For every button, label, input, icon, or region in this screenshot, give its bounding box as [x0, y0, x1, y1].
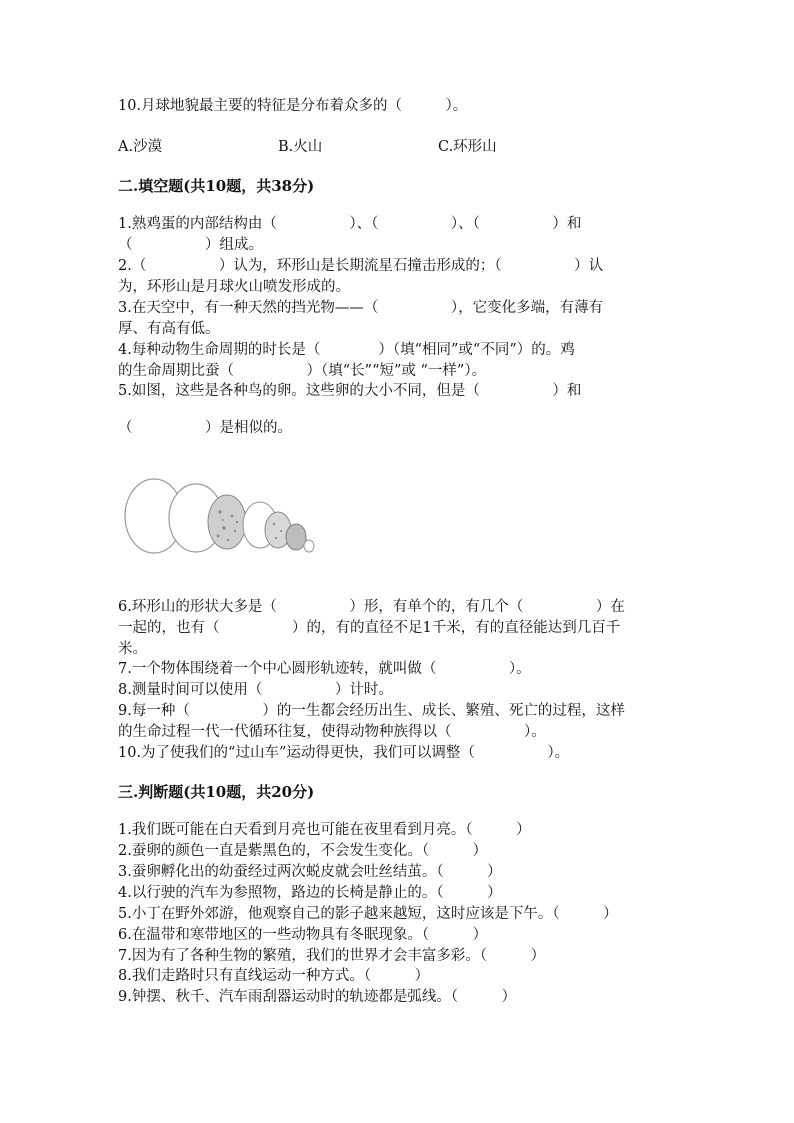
judge-line: 6.在温带和寒带地区的一些动物具有冬眠现象。（ ） — [118, 927, 488, 943]
fill-line: 6.环形山的形状大多是（ ）形，有单个的，有几个（ ）在 — [118, 599, 625, 615]
fill-line: 9.每一种（ ）的一生都会经历出生、成长、繁殖、死亡的过程，这样 — [118, 703, 625, 719]
fill-line: 2.（ ）认为，环形山是长期流星石撞击形成的；（ ）认 — [118, 258, 604, 274]
fill-line: 4.每种动物生命周期的时长是（ ）（填“相同”或“不同”）的。鸡 — [118, 342, 575, 358]
bird-eggs-figure — [124, 476, 324, 558]
egg-6 — [286, 524, 306, 550]
option-b: B.火山 — [278, 139, 323, 155]
egg-3 — [208, 495, 246, 549]
judge-line: 1.我们既可能在白天看到月亮也可能在夜里看到月亮。（ ） — [118, 822, 531, 838]
option-c: C.环形山 — [438, 139, 497, 155]
fill-line: 7.一个物体围绕着一个中心圆形轨迹转，就叫做（ ）。 — [118, 661, 531, 677]
fill-line: 5.如图，这些是各种鸟的卵。这些卵的大小不同，但是（ ）和 — [118, 383, 582, 399]
fill-line: 为，环形山是月球火山喷发形成的。 — [118, 279, 350, 295]
fill-line: 8.测量时间可以使用（ ）计时。 — [118, 682, 393, 698]
fill-line: 一起的，也有（ ）的，有的直径不足1千米，有的直径能达到几百千 — [118, 620, 621, 636]
judge-line: 7.因为有了各种生物的繁殖，我们的世界才会丰富多彩。（ ） — [118, 948, 546, 964]
section-3-title: 三.判断题(共10题，共20分) — [118, 783, 315, 801]
judge-line: 4.以行驶的汽车为参照物，路边的长椅是静止的。（ ） — [118, 885, 502, 901]
section-2-title: 二.填空题(共10题，共38分) — [118, 177, 315, 195]
fill-line: 厚、有高有低。 — [118, 321, 220, 337]
judge-line: 3.蚕卵孵化出的幼蚕经过两次蜕皮就会吐丝结茧。（ ） — [118, 864, 502, 880]
question-10-stem: 10.月球地貌最主要的特征是分布着众多的（ ）。 — [118, 98, 468, 114]
judge-line: 9.钟摆、秋千、汽车雨刮器运动时的轨迹都是弧线。（ ） — [118, 989, 517, 1005]
fill-line: 10.为了使我们的“过山车”运动得更快，我们可以调整（ ）。 — [118, 745, 570, 761]
fill-line: （ ）组成。 — [118, 237, 263, 253]
judge-line: 8.我们走路时只有直线运动一种方式。（ ） — [118, 968, 430, 984]
judge-line: 5.小丁在野外郊游，他观察自己的影子越来越短，这时应该是下午。（ ） — [118, 906, 618, 922]
egg-7 — [304, 540, 314, 552]
fill-line: 的生命过程一代一代循环往复，使得动物种族得以（ ）。 — [118, 724, 546, 740]
judge-line: 2.蚕卵的颜色一直是紫黑色的，不会发生变化。（ ） — [118, 843, 488, 859]
option-a: A.沙漠 — [118, 139, 163, 155]
fill-line: 1.熟鸡蛋的内部结构由（ ）、（ ）、（ ）和 — [118, 216, 582, 232]
fill-line: 的生命周期比蚕（ ）（填“长”“短”或 “一样”）。 — [118, 363, 487, 379]
fill-line: 3.在天空中，有一种天然的挡光物——（ ），它变化多端，有薄有 — [118, 300, 604, 316]
fill-line: 米。 — [118, 641, 147, 657]
fill-line: （ ）是相似的。 — [118, 420, 292, 436]
